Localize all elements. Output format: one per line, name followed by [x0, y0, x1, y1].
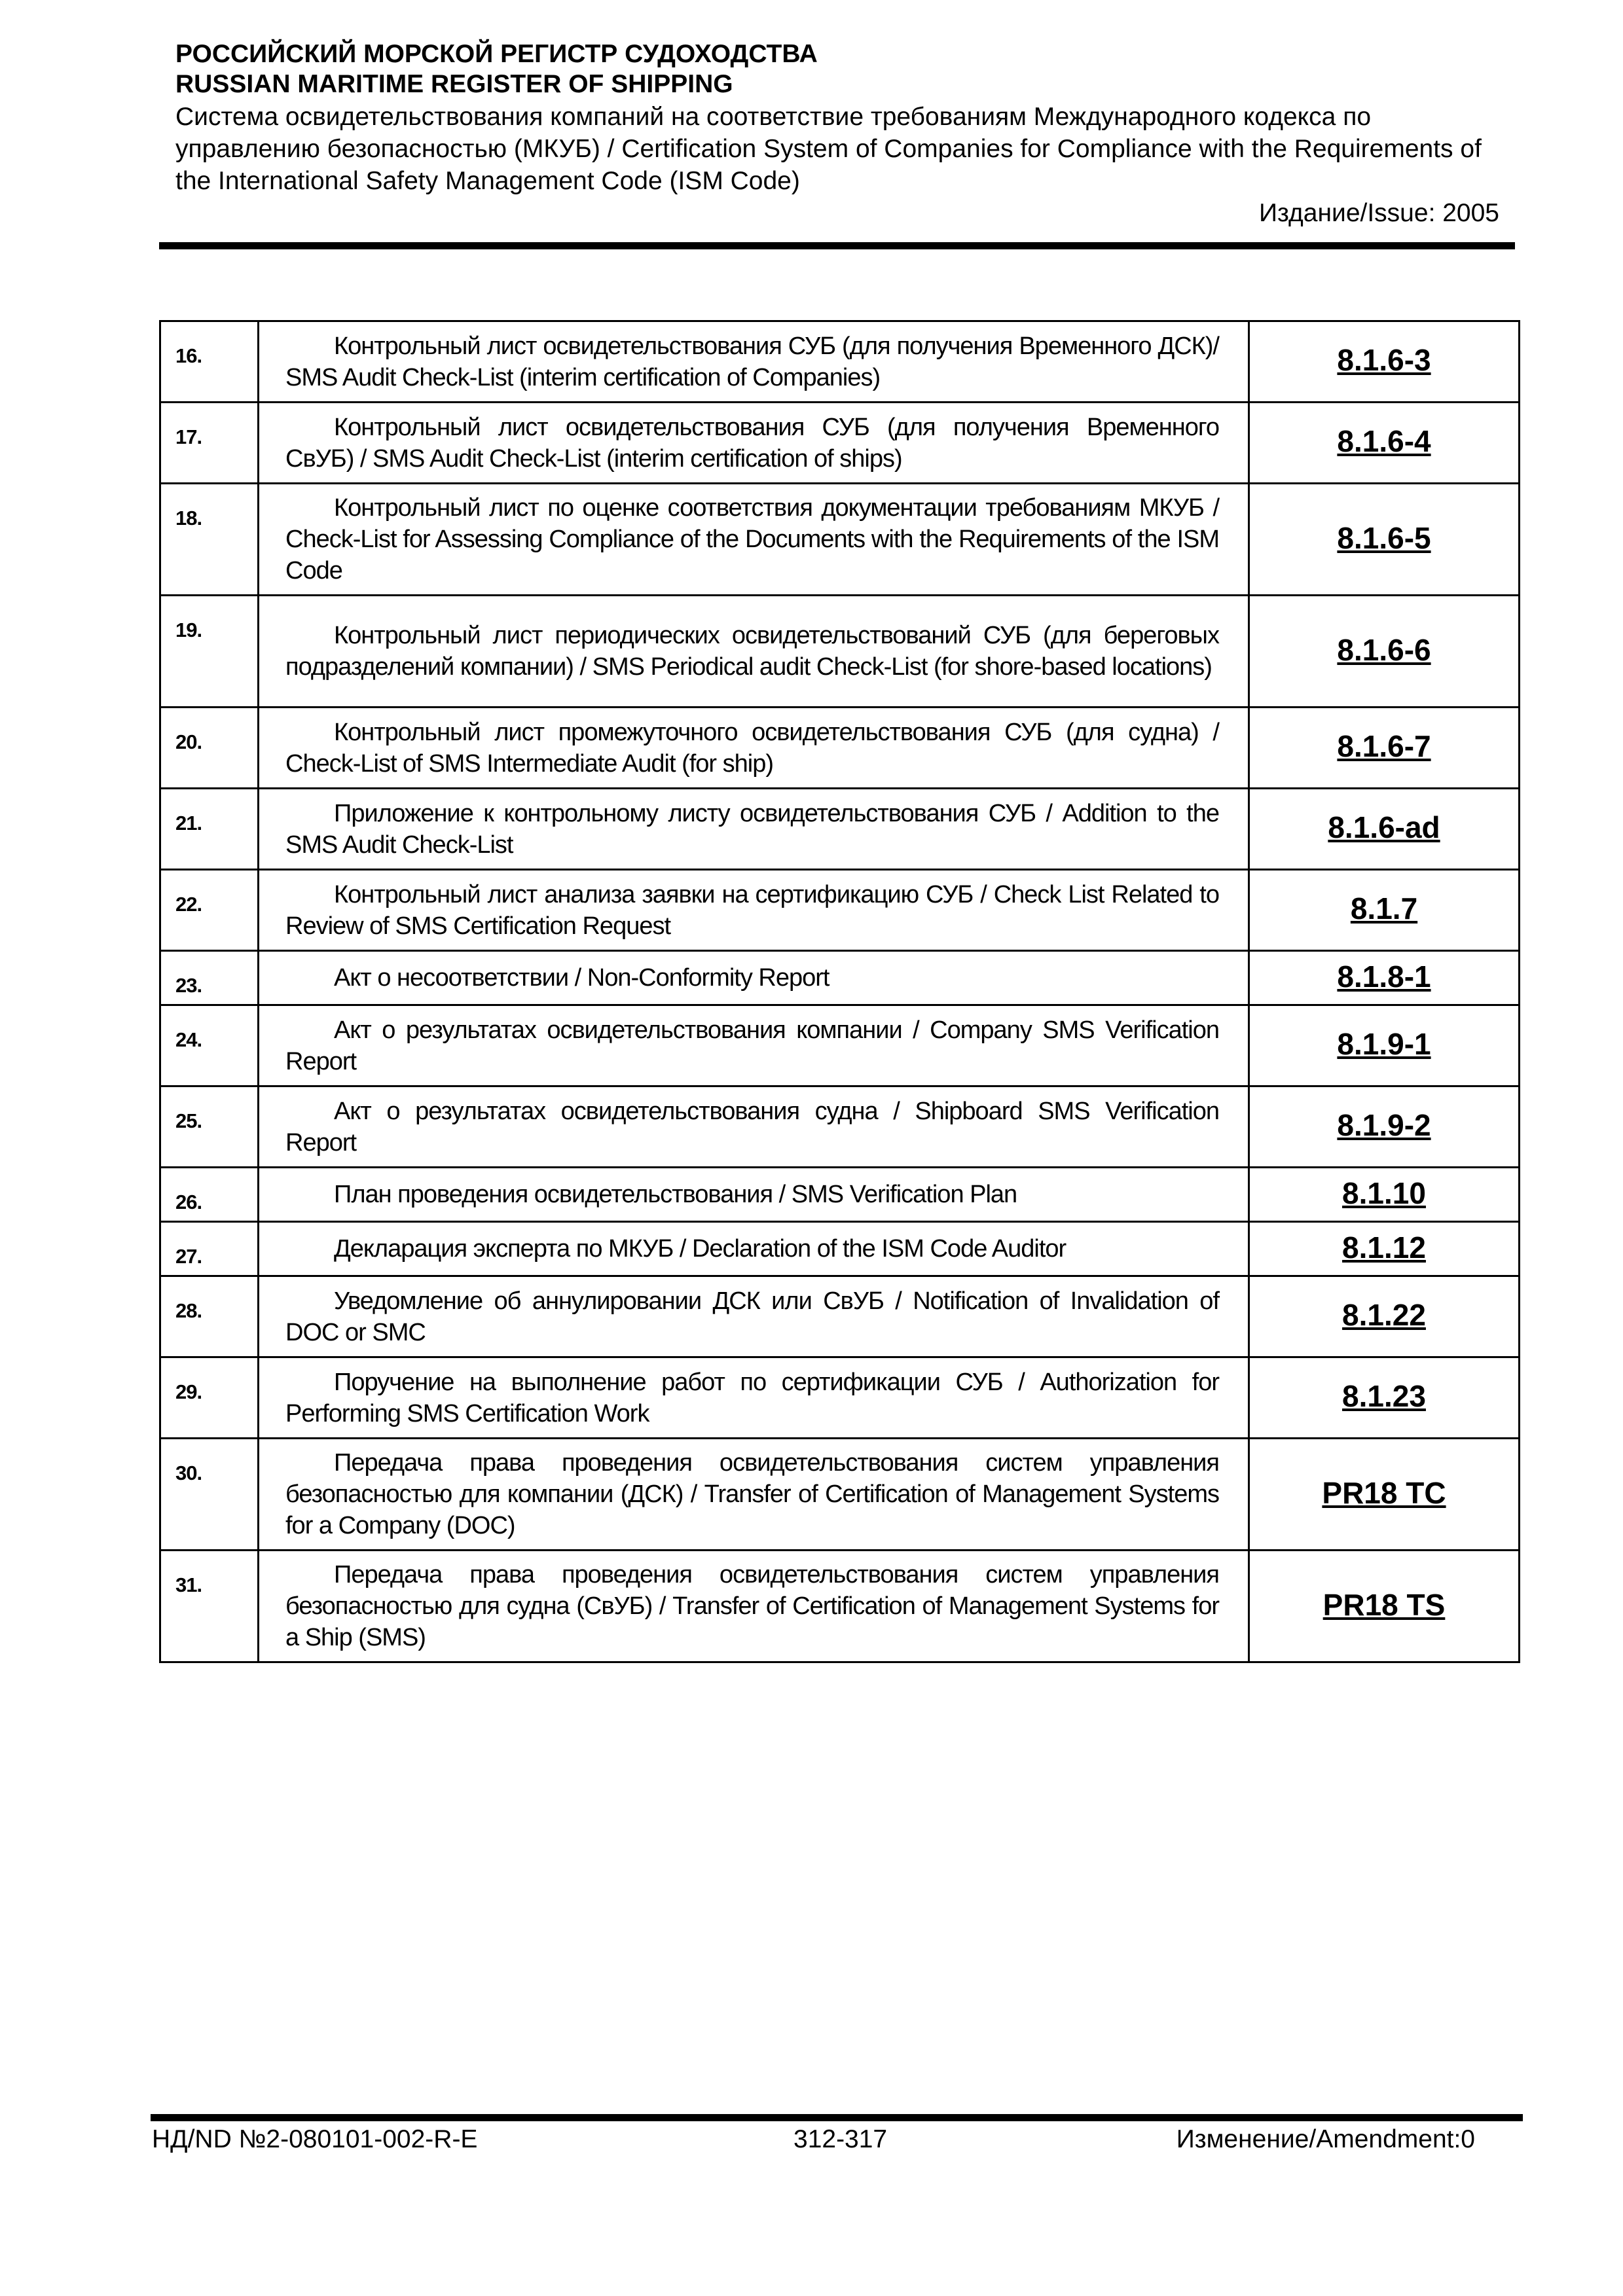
row-description-cell [259, 1357, 1249, 1439]
table-row [160, 708, 1520, 789]
row-description: Акт о результатах освидетельствования компании / Company SMS Verification Report [285, 1016, 1219, 1075]
row-form-code: 8.1.7 [1249, 870, 1520, 951]
documents-table [159, 320, 1520, 1663]
table-row [160, 403, 1520, 484]
row-number: 18. [160, 484, 259, 596]
row-description: Передача права проведения освидетельствования систем управления безопасностью для судна (СвУБ) / Transfer of Certification of Management Systems for a Ship (SMS) [285, 1561, 1219, 1651]
system-description: Система освидетельствования компаний на соответствие требованиям Международного кодекса по управлению безопасностью (МКУБ) / Certification System of Companies for Compliance with the Requirements of the International Safety Management Code (ISM Code) [175, 103, 1482, 195]
row-number: 28. [160, 1276, 259, 1357]
row-form-code: 8.1.10 [1249, 1168, 1520, 1222]
table-row [160, 321, 1520, 403]
table-row [160, 1439, 1520, 1551]
row-description-cell [259, 1222, 1249, 1276]
row-form-code: PR18 TC [1249, 1439, 1520, 1551]
row-number: 20. [160, 708, 259, 789]
row-number: 26. [160, 1168, 259, 1222]
row-description-cell [259, 403, 1249, 484]
row-description: Уведомление об аннулировании ДСК или СвУБ / Notification of Invalidation of DOC or SMC [285, 1287, 1219, 1346]
row-form-code: 8.1.6-ad [1249, 789, 1520, 870]
row-description-cell [259, 1168, 1249, 1222]
table-row [160, 1357, 1520, 1439]
table-row [160, 789, 1520, 870]
issue-label: Издание/Issue: 2005 [1259, 199, 1499, 227]
row-description-cell [259, 321, 1249, 403]
row-description: Контрольный лист периодических освидетельствований СУБ (для береговых подразделений компании) / SMS Periodical audit Check-List (for shore-based locations) [285, 622, 1219, 681]
row-number: 31. [160, 1551, 259, 1662]
table-row [160, 870, 1520, 951]
row-form-code: 8.1.12 [1249, 1222, 1520, 1276]
row-form-code: 8.1.6-4 [1249, 403, 1520, 484]
row-description-cell [259, 1005, 1249, 1086]
row-form-code: 8.1.8-1 [1249, 951, 1520, 1005]
row-form-code: 8.1.6-6 [1249, 596, 1520, 708]
table-row [160, 1222, 1520, 1276]
table-row [160, 484, 1520, 596]
row-description-cell [259, 1276, 1249, 1357]
row-description: Приложение к контрольному листу освидетельствования СУБ / Addition to the SMS Audit Check-List [285, 799, 1219, 859]
doc-number: НД/ND №2-080101-002-R-E [152, 2125, 478, 2153]
row-number: 29. [160, 1357, 259, 1439]
table-row [160, 1005, 1520, 1086]
row-description: Контрольный лист по оценке соответствия документации требованиям МКУБ / Check-List for Assessing Compliance of the Documents with the Requirements of the ISM Code [285, 494, 1219, 584]
row-number: 27. [160, 1222, 259, 1276]
row-description: Декларация эксперта по МКУБ / Declaration of the ISM Code Auditor [334, 1235, 1067, 1263]
row-description: Передача права проведения освидетельствования систем управления безопасностью для компании (ДСК) / Transfer of Certification of Management Systems for a Company (DOC) [285, 1449, 1219, 1539]
row-number: 30. [160, 1439, 259, 1551]
row-description: Акт о результатах освидетельствования судна / Shipboard SMS Verification Report [285, 1097, 1219, 1157]
row-description: Контрольный лист освидетельствования СУБ (для получения Временного ДСК)/ SMS Audit Check-List (interim certification of Companies) [285, 332, 1219, 391]
row-form-code: 8.1.22 [1249, 1276, 1520, 1357]
row-description-cell [259, 1551, 1249, 1662]
table-row [160, 1276, 1520, 1357]
row-description: Поручение на выполнение работ по сертификации СУБ / Authorization for Performing SMS Certification Work [285, 1368, 1219, 1427]
row-description-cell [259, 708, 1249, 789]
page-header [175, 39, 1499, 228]
row-number: 19. [160, 596, 259, 708]
row-number: 16. [160, 321, 259, 403]
row-description: Акт о несоответствии / Non-Conformity Report [334, 964, 830, 992]
row-form-code: 8.1.6-5 [1249, 484, 1520, 596]
row-number: 23. [160, 951, 259, 1005]
table-row [160, 1168, 1520, 1222]
row-description: Контрольный лист промежуточного освидетельствования СУБ (для судна) / Check-List of SMS Intermediate Audit (for ship) [285, 718, 1219, 778]
table-row [160, 596, 1520, 708]
row-description: Контрольный лист освидетельствования СУБ (для получения Временного СвУБ) / SMS Audit Check-List (interim certification of ships) [285, 413, 1219, 473]
row-description-cell [259, 484, 1249, 596]
row-number: 25. [160, 1086, 259, 1168]
row-number: 24. [160, 1005, 259, 1086]
row-number: 17. [160, 403, 259, 484]
row-form-code: 8.1.9-1 [1249, 1005, 1520, 1086]
row-description-cell [259, 951, 1249, 1005]
row-form-code: 8.1.23 [1249, 1357, 1520, 1439]
row-number: 21. [160, 789, 259, 870]
row-description-cell [259, 1086, 1249, 1168]
row-description-cell [259, 789, 1249, 870]
org-name-ru: РОССИЙСКИЙ МОРСКОЙ РЕГИСТР СУДОХОДСТВА [175, 40, 818, 68]
org-name-en: RUSSIAN MARITIME REGISTER OF SHIPPING [175, 70, 733, 98]
row-form-code: 8.1.6-7 [1249, 708, 1520, 789]
table-row [160, 1086, 1520, 1168]
page-range: 312-317 [793, 2125, 888, 2153]
row-description-cell [259, 870, 1249, 951]
table-row [160, 951, 1520, 1005]
table-row [160, 1551, 1520, 1662]
row-description: План проведения освидетельствования / SMS Verification Plan [334, 1181, 1017, 1208]
row-form-code: PR18 TS [1249, 1551, 1520, 1662]
row-form-code: 8.1.9-2 [1249, 1086, 1520, 1168]
row-description-cell [259, 1439, 1249, 1551]
header-divider [159, 242, 1515, 249]
row-number: 22. [160, 870, 259, 951]
row-description: Контрольный лист анализа заявки на сертификацию СУБ / Check List Related to Review of SMS Certification Request [285, 880, 1219, 940]
row-form-code: 8.1.6-3 [1249, 321, 1520, 403]
row-description-cell [259, 596, 1249, 708]
footer-divider [151, 2114, 1523, 2121]
amendment-label: Изменение/Amendment:0 [1176, 2125, 1475, 2153]
